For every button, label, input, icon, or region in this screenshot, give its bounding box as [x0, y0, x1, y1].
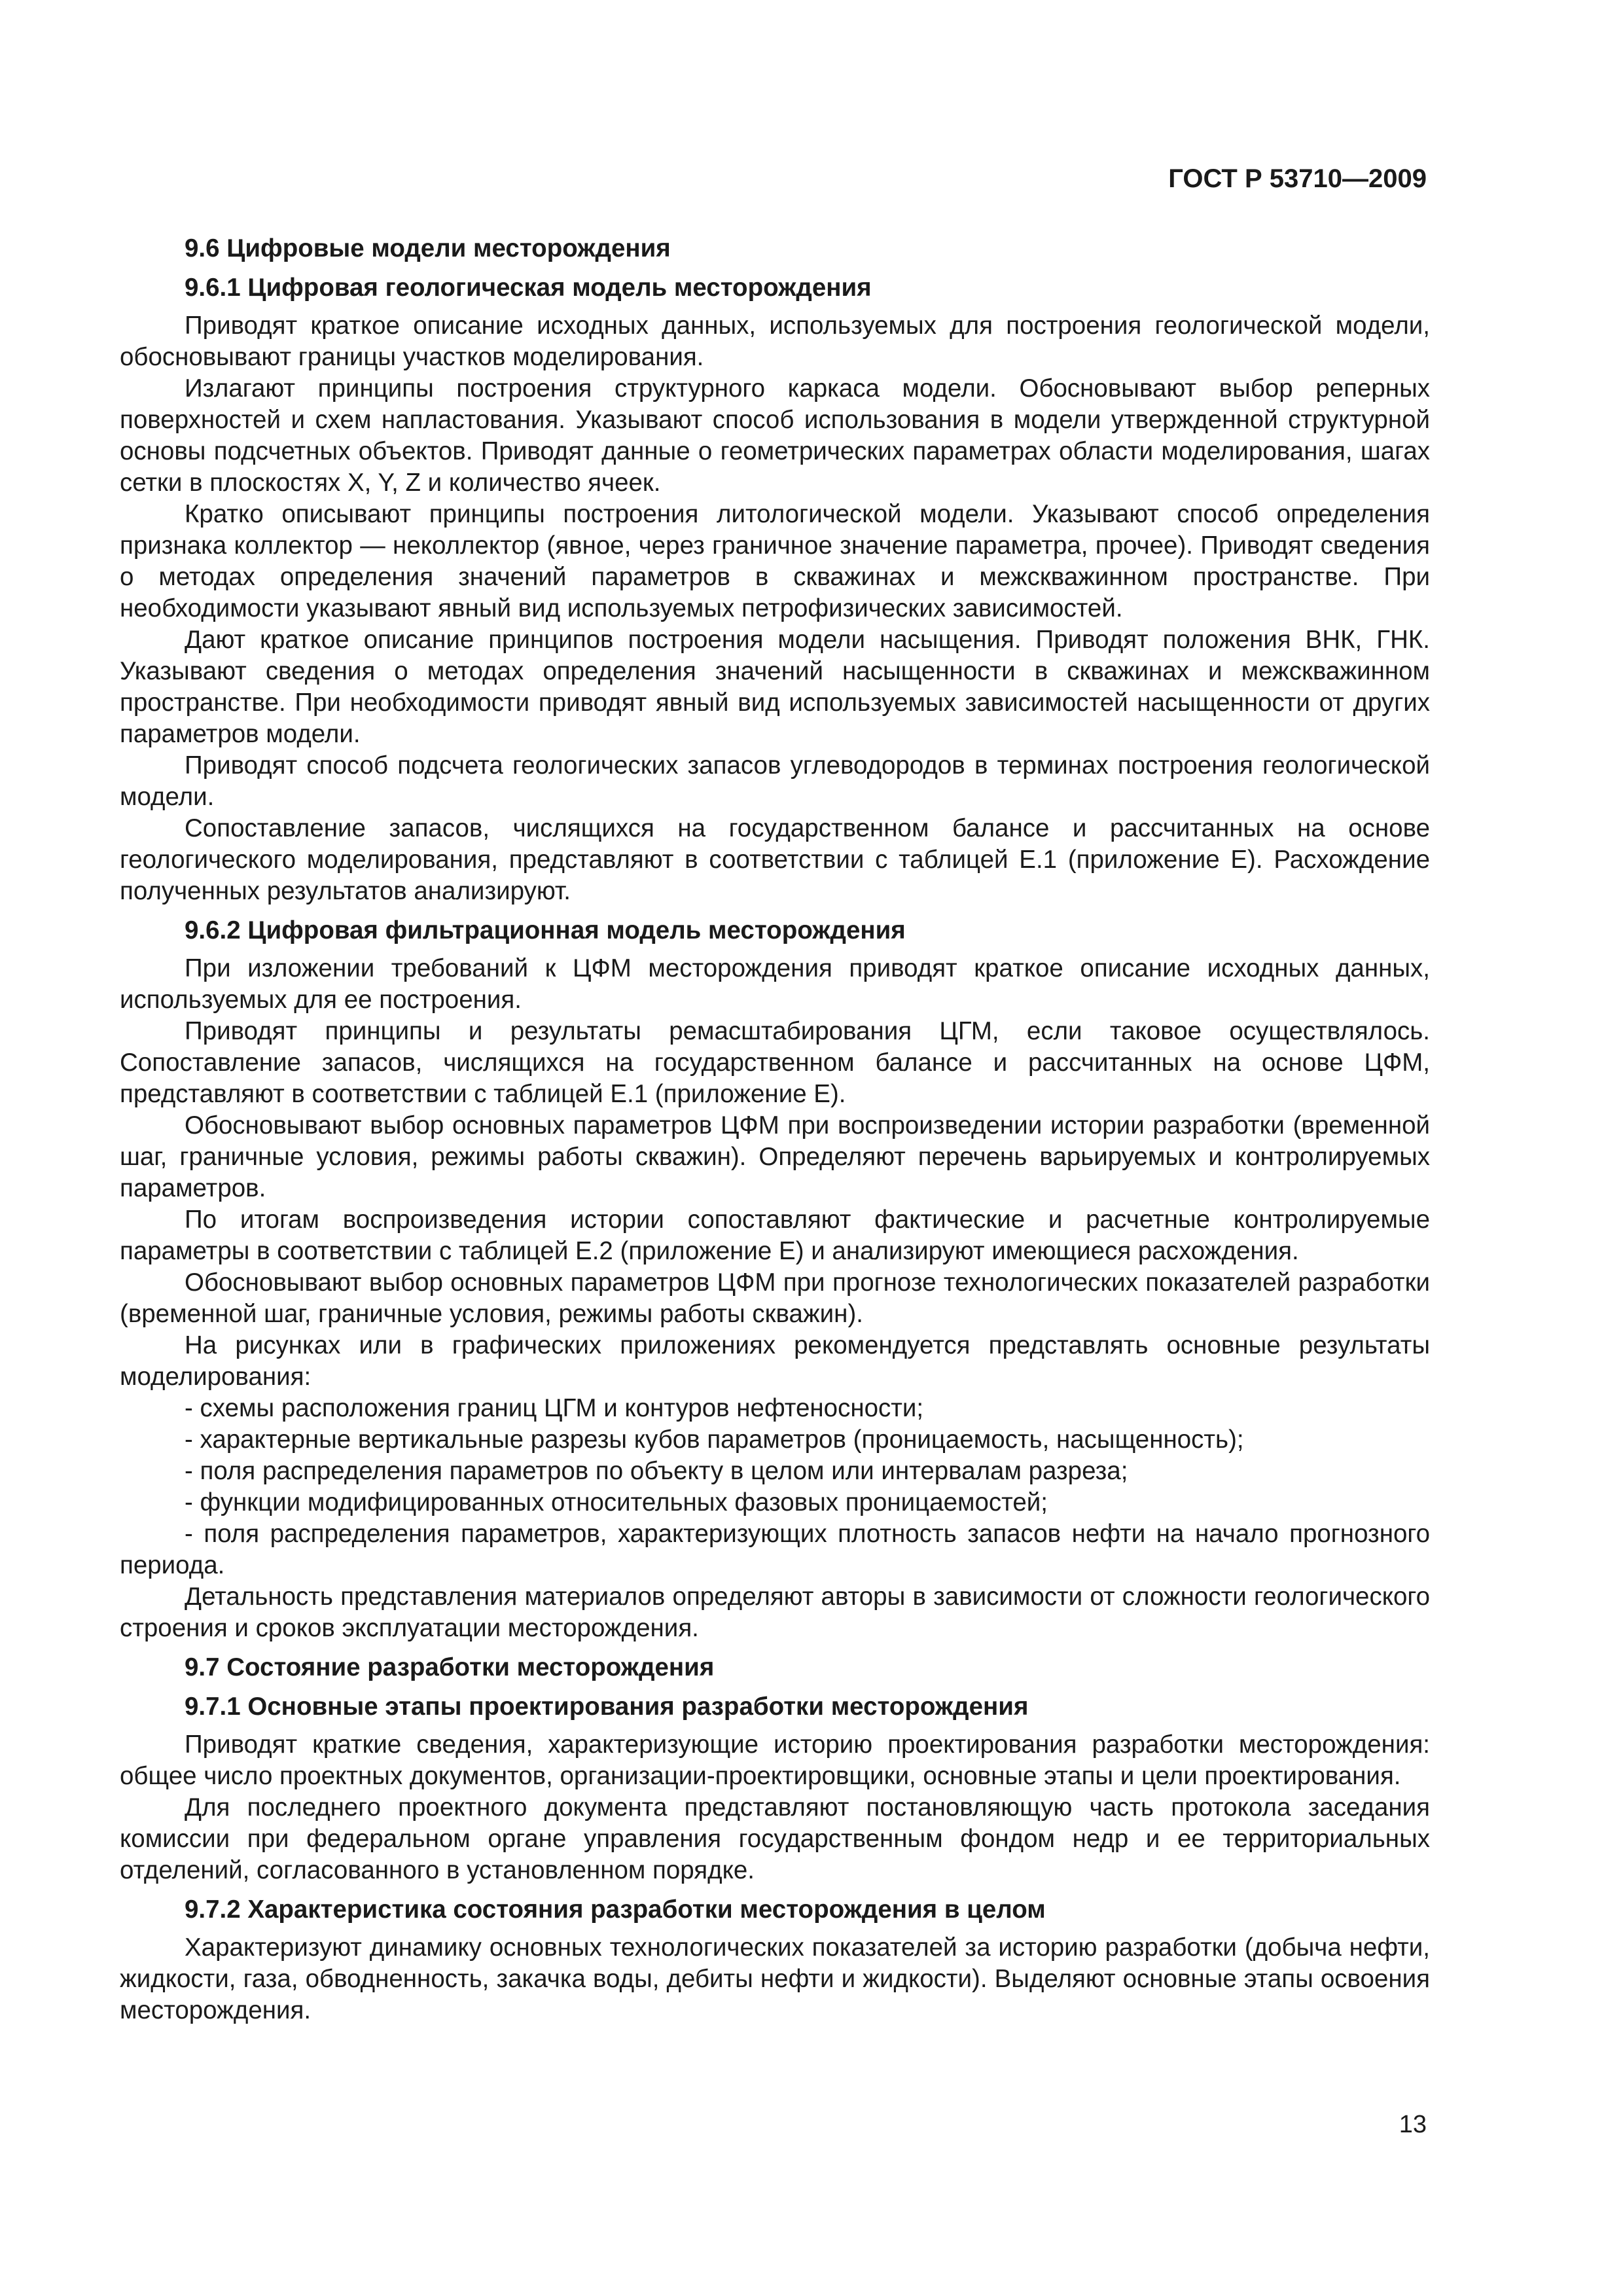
paragraph: Приводят способ подсчета геологических запасов углеводородов в терминах построения геологической модели.: [120, 751, 1430, 811]
subsection-heading: 9.7.1 Основные этапы проектирования разработки месторождения: [185, 1693, 1029, 1721]
list-item: - характерные вертикальные разрезы кубов параметров (проницаемость, насыщенность);: [185, 1426, 1244, 1454]
paragraph: При изложении требований к ЦФМ месторождения приводят краткое описание исходных данных, используемых для ее построения.: [120, 954, 1430, 1014]
paragraph: Излагают принципы построения структурного каркаса модели. Обосновывают выбор реперных поверхностей и схем напластования. Указывают способ использования в модели утвержденной структурной основы подсчетных объектов. Приводят данные о геометрических параметрах области моделирования, шагах сетки в плоскостях X, Y, Z и количество ячеек.: [120, 374, 1430, 497]
list-item: - функции модифицированных относительных фазовых проницаемостей;: [185, 1488, 1048, 1516]
paragraph: Обосновывают выбор основных параметров ЦФМ при прогнозе технологических показателей разработки (временной шаг, граничные условия, режимы работы скважин).: [120, 1268, 1430, 1328]
paragraph: Детальность представления материалов определяют авторы в зависимости от сложности геологического строения и сроков эксплуатации месторождения.: [120, 1583, 1430, 1642]
paragraph: Обосновывают выбор основных параметров ЦФМ при воспроизведении истории разработки (временной шаг, граничные условия, режимы работы скважин). Определяют перечень варьируемых и контролируемых параметров.: [120, 1111, 1430, 1202]
list-item: - схемы расположения границ ЦГМ и контуров нефтеносности;: [185, 1394, 924, 1422]
paragraph: На рисунках или в графических приложениях рекомендуется представлять основные результаты моделирования:: [120, 1331, 1430, 1391]
subsection-heading: 9.6.2 Цифровая фильтрационная модель месторождения: [185, 916, 906, 944]
paragraph: Дают краткое описание принципов построения модели насыщения. Приводят положения ВНК, ГНК. Указывают сведения о методах определения значений насыщенности в скважинах и межскважинном пространстве. При необходимости приводят явный вид используемых зависимостей насыщенности от других параметров модели.: [120, 626, 1430, 748]
paragraph: Приводят принципы и результаты ремасштабирования ЦГМ, если таковое осуществлялось. Сопоставление запасов, числящихся на государственном балансе и рассчитанных на основе ЦФМ, представляют в соответствии с таблицей Е.1 (приложение Е).: [120, 1017, 1430, 1108]
subsection-heading: 9.7.2 Характеристика состояния разработки месторождения в целом: [185, 1895, 1046, 1924]
subsection-heading: 9.6.1 Цифровая геологическая модель месторождения: [185, 274, 872, 302]
paragraph: По итогам воспроизведения истории сопоставляют фактические и расчетные контролируемые параметры в соответствии с таблицей Е.2 (приложение Е) и анализируют имеющиеся расхождения.: [120, 1206, 1430, 1265]
page-number: 13: [1399, 2111, 1427, 2138]
paragraph: Характеризуют динамику основных технологических показателей за историю разработки (добыча нефти, жидкости, газа, обводненность, закачка воды, дебиты нефти и жидкости). Выделяют основные этапы освоения месторождения.: [120, 1933, 1430, 2024]
list-item: - поля распределения параметров по объекту в целом или интервалам разреза;: [185, 1457, 1128, 1485]
paragraph: Приводят краткое описание исходных данных, используемых для построения геологической модели, обосновывают границы участков моделирования.: [120, 312, 1430, 371]
paragraph: Кратко описывают принципы построения литологической модели. Указывают способ определения признака коллектор — неколлектор (явное, через граничное значение параметра, прочее). Приводят сведения о методах определения значений параметров в скважинах и межскважинном пространстве. При необходимости указывают явный вид используемых петрофизических зависимостей.: [120, 500, 1430, 622]
running-header: ГОСТ Р 53710—2009: [1168, 164, 1427, 193]
section-heading: 9.6 Цифровые модели месторождения: [185, 234, 671, 262]
paragraph: Сопоставление запасов, числящихся на государственном балансе и рассчитанных на основе геологического моделирования, представляют в соответствии с таблицей Е.1 (приложение Е). Расхождение полученных результатов анализируют.: [120, 814, 1430, 905]
body-text: [120, 233, 1430, 2026]
paragraph: Приводят краткие сведения, характеризующие историю проектирования разработки месторождения: общее число проектных документов, организации-проектировщики, основные этапы и цели проектирования.: [120, 1731, 1430, 1790]
paragraph: Для последнего проектного документа представляют постановляющую часть протокола заседания комиссии при федеральном органе управления государственным фондом недр и ее территориальных отделений, согласованного в установленном порядке.: [120, 1793, 1430, 1884]
section-heading: 9.7 Состояние разработки месторождения: [185, 1653, 715, 1681]
list-item: - поля распределения параметров, характеризующих плотность запасов нефти на начало прогнозного периода.: [120, 1520, 1430, 1579]
